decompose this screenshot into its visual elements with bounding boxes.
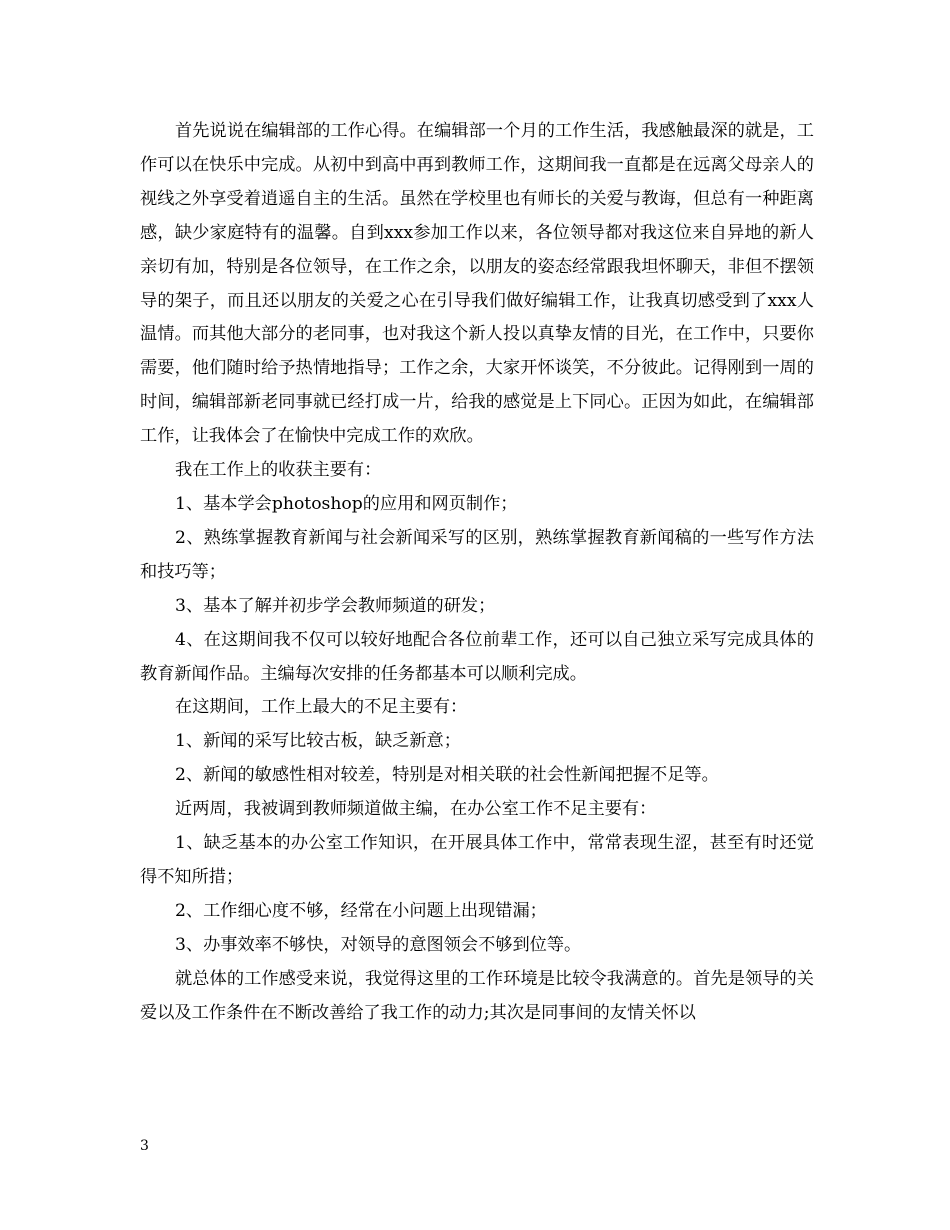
list-item-gain-4: 4、在这期间我不仅可以较好地配合各位前辈工作，还可以自己独立采写完成具体的教育新闻作品。主编每次安排的任务都基本可以顺利完成。 [140,629,814,684]
list-item-office-shortcoming-1: 1、缺乏基本的办公室工作知识，在开展具体工作中，常常表现生涩，甚至有时还觉得不知所措； [140,833,814,887]
document-body [140,115,814,1030]
list-item-gain-1: 1、基本学会photoshop的应用和网页制作； [175,493,518,514]
paragraph-gains-heading: 我在工作上的收获主要有： [175,460,382,481]
list-item-office-shortcoming-3: 3、办事效率不够快，对领导的意图领会不够到位等。 [175,934,582,955]
list-item-gain-3: 3、基本了解并初步学会教师频道的研发； [175,595,496,616]
list-item-office-shortcoming-2: 2、工作细心度不够，经常在小问题上出现错漏； [175,900,547,921]
paragraph-editorial-experience: 首先说说在编辑部的工作心得。在编辑部一个月的工作生活，我感触最深的就是，工作可以在快乐中完成。从初中到高中再到教师工作，这期间我一直都是在远离父母亲人的视线之外享受着逍遥自主的生活。虽然在学校里也有师长的关爱与教诲，但总有一种距离感，缺少家庭特有的温馨。自到xxx参加工作以来，各位领导都对我这位来自异地的新人亲切有加，特别是各位领导，在工作之余，以朋友的姿态经常跟我坦怀聊天，非但不摆领导的架子，而且还以朋友的关爱之心在引导我们做好编辑工作，让我真切感受到了xxx人温情。而其他大部分的老同事，也对我这个新人投以真挚友情的目光，在工作中，只要你需要，他们随时给予热情地指导；工作之余，大家开怀谈笑，不分彼此。记得刚到一周的时间，编辑部新老同事就已经打成一片，给我的感觉是上下同心。正因为如此，在编辑部工作，让我体会了在愉快中完成工作的欢欣。 [140,121,814,447]
paragraph-shortcomings-heading: 在这期间，工作上最大的不足主要有： [175,697,468,718]
paragraph-office-shortcomings-heading: 近两周，我被调到教师频道做主编，在办公室工作不足主要有： [175,799,657,820]
paragraph-overall-feeling: 就总体的工作感受来说，我觉得这里的工作环境是比较令我满意的。首先是领导的关爱以及工作条件在不断改善给了我工作的动力;其次是同事间的友情关怀以 [140,968,814,1023]
list-item-shortcoming-2: 2、新闻的敏感性相对较差，特别是对相关联的社会性新闻把握不足等。 [175,765,719,786]
list-item-gain-2: 2、熟练掌握教育新闻与社会新闻采写的区别，熟练掌握教育新闻稿的一些写作方法和技巧等； [140,527,814,582]
list-item-shortcoming-1: 1、新闻的采写比较古板，缺乏新意； [175,731,461,752]
page-number: 3 [140,1138,149,1154]
